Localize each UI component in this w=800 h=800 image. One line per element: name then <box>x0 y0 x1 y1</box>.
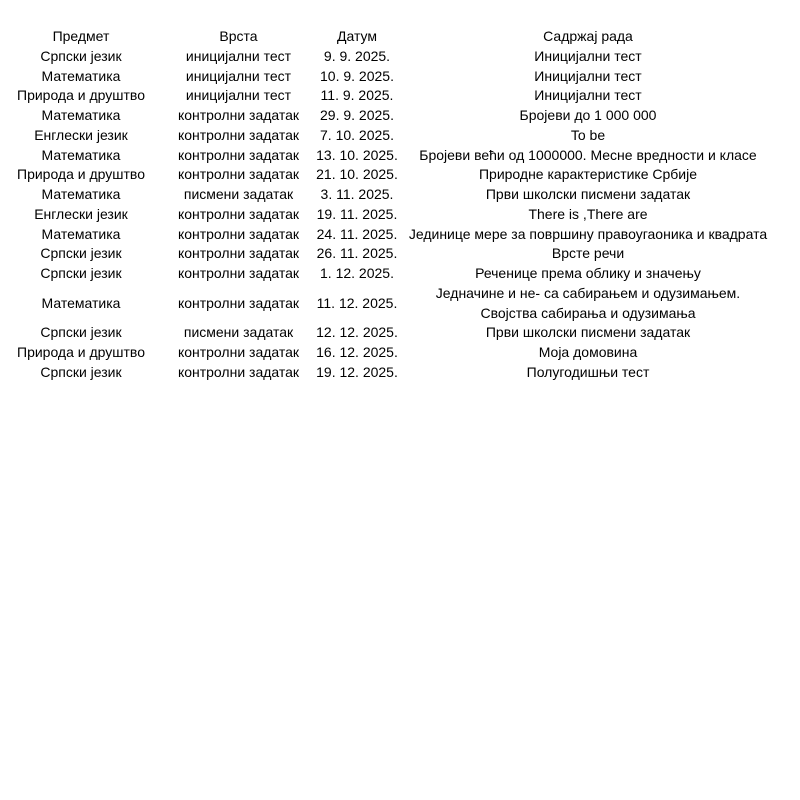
table-row <box>0 106 777 126</box>
cell-subject: Природа и друштво <box>17 166 145 183</box>
cell-content: Врсте речи <box>551 245 625 262</box>
cell-date: 9. 9. 2025. <box>323 47 391 64</box>
cell-content: Реченице према облику и значењу <box>475 265 701 281</box>
cell-date: 19. 12. 2025. <box>316 363 398 380</box>
table-row <box>0 205 777 225</box>
cell-content: Полугодишњи тест <box>526 363 650 380</box>
test-schedule-table <box>0 27 777 383</box>
table-row <box>0 323 777 343</box>
cell-subject: Природа и друштво <box>17 87 145 104</box>
cell-subject: Математика <box>41 294 121 311</box>
cell-type: контролни задатак <box>177 363 300 380</box>
header-row <box>0 27 777 47</box>
cell-date: 3. 11. 2025. <box>320 186 394 202</box>
cell-date: 26. 11. 2025. <box>316 245 398 262</box>
cell-content: Иницијални тест <box>534 87 642 104</box>
cell-subject: Енглески језик <box>34 126 128 143</box>
cell-date: 19. 11. 2025. <box>316 205 398 222</box>
cell-type: контролни задатак <box>177 245 300 262</box>
cell-content: Природне карактеристике Србије <box>478 166 698 183</box>
cell-date: 29. 9. 2025. <box>320 107 394 123</box>
cell-date: 16. 12. 2025. <box>316 344 398 360</box>
cell-subject: Српски језик <box>40 324 122 341</box>
cell-content: Први школски писмени задатак <box>485 324 691 341</box>
cell-content: Иницијални тест <box>534 47 642 64</box>
cell-subject: Математика <box>41 107 121 123</box>
cell-type: контролни задатак <box>177 126 300 143</box>
cell-type: контролни задатак <box>177 107 300 123</box>
table-row <box>0 47 777 67</box>
table-row <box>0 343 777 363</box>
table-row <box>0 126 777 146</box>
cell-date: 11. 12. 2025. <box>316 294 398 311</box>
table-row <box>0 146 777 166</box>
cell-type: контролни задатак <box>177 344 300 360</box>
table-row <box>0 67 777 87</box>
cell-type: иницијални тест <box>185 87 292 104</box>
table-row <box>0 264 777 284</box>
cell-date: 12. 12. 2025. <box>316 324 398 341</box>
content-line: Једначине и не- са сабирањем и одузимањем. <box>435 284 741 301</box>
cell-content: Бројеви већи од 1000000. Месне вредности и класе <box>419 146 757 163</box>
cell-subject: Математика <box>41 67 121 84</box>
cell-date: 1. 12. 2025. <box>320 265 394 281</box>
table-row <box>0 284 777 324</box>
table-row <box>0 244 777 264</box>
cell-subject: Српски језик <box>40 245 122 262</box>
cell-date: 11. 9. 2025. <box>320 87 394 104</box>
cell-date: 13. 10. 2025. <box>316 146 398 163</box>
table-row <box>0 86 777 106</box>
table-row <box>0 363 777 383</box>
cell-subject: Српски језик <box>40 47 122 64</box>
cell-type: контролни задатак <box>177 205 300 222</box>
cell-subject: Математика <box>41 186 121 202</box>
col-header-date: Датум <box>337 28 377 44</box>
cell-type: писмени задатак <box>183 324 294 341</box>
cell-subject: Математика <box>41 146 121 163</box>
cell-type: контролни задатак <box>177 166 300 183</box>
cell-date: 10. 9. 2025. <box>320 67 394 84</box>
cell-type: иницијални тест <box>185 67 292 84</box>
cell-subject: Српски језик <box>40 363 122 380</box>
cell-subject: Српски језик <box>40 265 122 281</box>
cell-type: писмени задатак <box>183 186 294 202</box>
cell-content: Бројеви до 1 000 000 <box>519 107 657 123</box>
cell-type: иницијални тест <box>185 47 292 64</box>
table-row <box>0 185 777 205</box>
cell-subject: Природа и друштво <box>17 344 145 360</box>
cell-date: 7. 10. 2025. <box>320 126 394 143</box>
cell-content: Моја домовина <box>538 344 638 360</box>
cell-content: Иницијални тест <box>534 67 642 84</box>
cell-type: контролни задатак <box>177 265 300 281</box>
cell-content: Први школски писмени задатак <box>485 186 691 202</box>
cell-date: 24. 11. 2025. <box>316 225 398 242</box>
cell-date: 21. 10. 2025. <box>316 166 398 183</box>
table-row <box>0 225 777 245</box>
cell-subject: Математика <box>41 225 121 242</box>
cell-content: Јединице мере за површину правоугаоника и квадрата <box>408 225 768 242</box>
cell-type: контролни задатак <box>177 225 300 242</box>
col-header-type: Врста <box>219 28 258 44</box>
col-header-content: Садржај рада <box>543 28 633 44</box>
cell-type: контролни задатак <box>177 294 300 311</box>
cell-type: контролни задатак <box>177 146 300 163</box>
content-line: Својства сабирања и одузимања <box>480 304 696 321</box>
cell-content: To be <box>570 126 606 143</box>
table-row <box>0 165 777 185</box>
cell-content: There is ,There are <box>528 205 648 222</box>
cell-content <box>399 284 777 324</box>
col-header-subject: Предмет <box>52 28 110 44</box>
cell-subject: Енглески језик <box>34 205 128 222</box>
